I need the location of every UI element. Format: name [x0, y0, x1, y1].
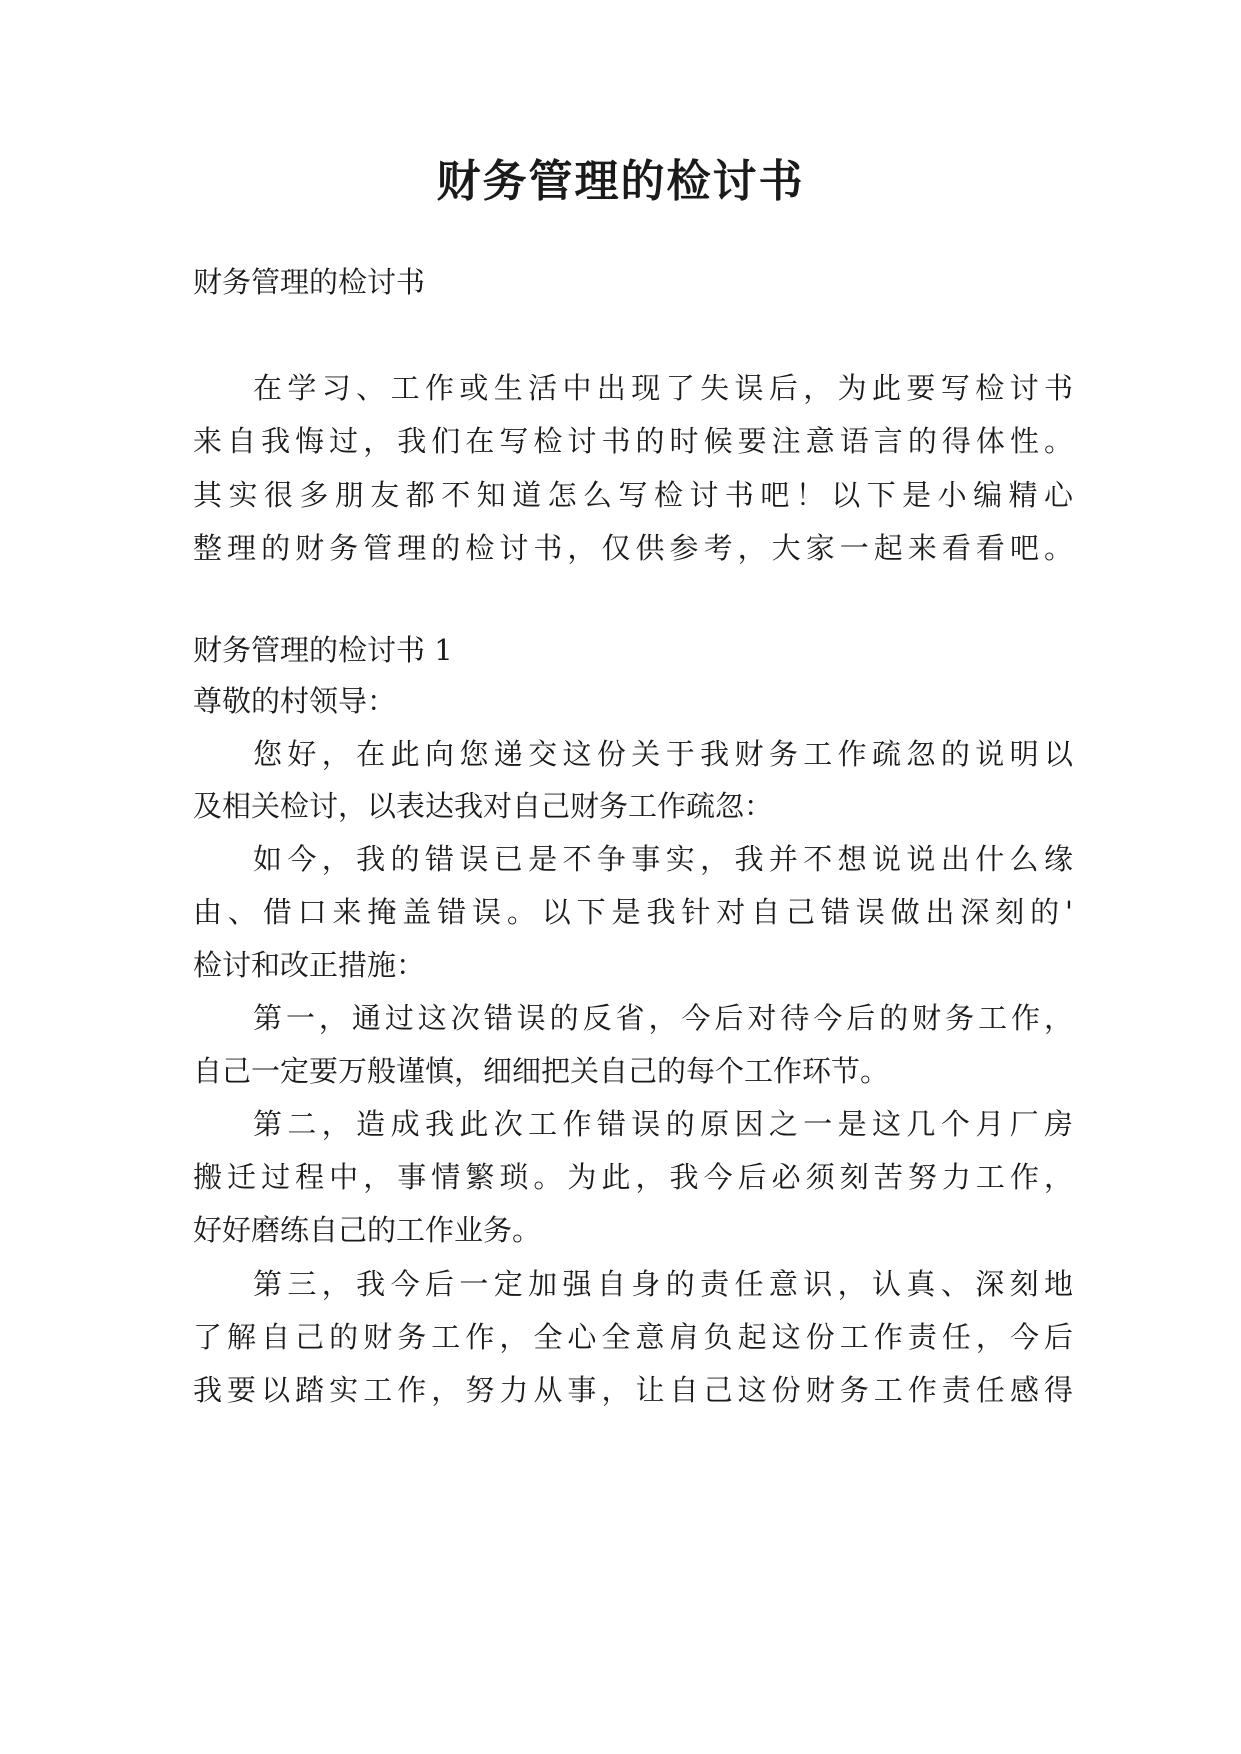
intro-line: 在学习、工作或生活中出现了失误后，为此要写检讨书 — [253, 371, 1073, 405]
body-line: 如今，我的错误已是不争事实，我并不想说说出什么缘 — [253, 842, 1073, 876]
section-heading: 财务管理的检讨书 1 — [193, 633, 453, 667]
body-line: 第一，通过这次错误的反省，今后对待今后的财务工作， — [253, 1001, 1073, 1035]
intro-line: 整理的财务管理的检讨书，仅供参考，大家一起来看看吧。 — [193, 531, 1073, 565]
body-line: 好好磨练自己的工作业务。 — [193, 1213, 542, 1247]
document-subtitle: 财务管理的检讨书 — [193, 265, 426, 299]
body-line: 自己一定要万般谨慎，细细把关自己的每个工作环节。 — [193, 1054, 890, 1088]
body-line: 搬迁过程中，事情繁琐。为此，我今后必须刻苦努力工作， — [193, 1160, 1073, 1194]
intro-line: 其实很多朋友都不知道怎么写检讨书吧！以下是小编精心 — [193, 478, 1073, 512]
body-line: 及相关检讨，以表达我对自己财务工作疏忽： — [193, 789, 774, 823]
body-line: 了解自己的财务工作，全心全意肩负起这份工作责任，今后 — [193, 1320, 1073, 1354]
body-line: 我要以踏实工作，努力从事，让自己这份财务工作责任感得 — [193, 1373, 1073, 1407]
body-line: 您好，在此向您递交这份关于我财务工作疏忽的说明以 — [253, 737, 1073, 771]
body-line: 由、借口来掩盖错误。以下是我针对自己错误做出深刻的' — [193, 895, 1073, 929]
body-line: 第三，我今后一定加强自身的责任意识，认真、深刻地 — [253, 1267, 1073, 1301]
body-line: 检讨和改正措施： — [193, 948, 426, 982]
intro-line: 来自我悔过，我们在写检讨书的时候要注意语言的得体性。 — [193, 424, 1073, 458]
body-line: 第二，造成我此次工作错误的原因之一是这几个月厂房 — [253, 1107, 1073, 1141]
salutation: 尊敬的村领导： — [193, 684, 397, 718]
document-title: 财务管理的检讨书 — [436, 156, 805, 207]
